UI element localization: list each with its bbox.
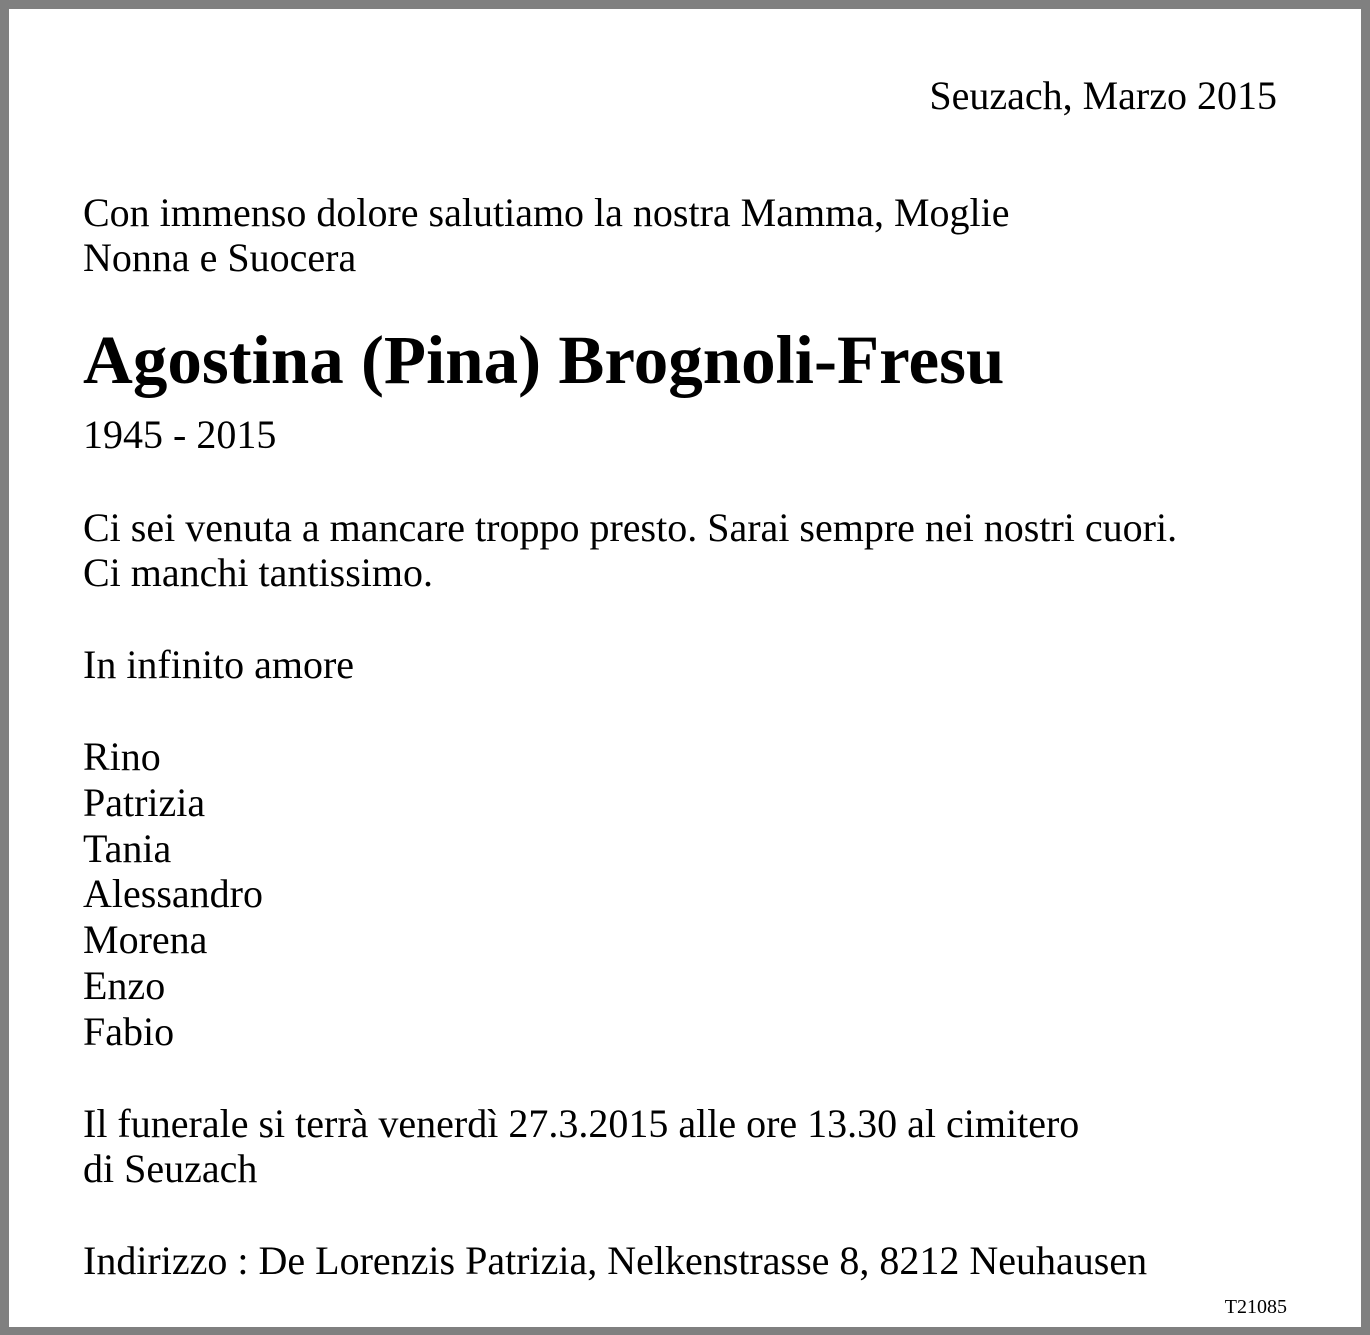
signatory-list — [83, 734, 263, 1055]
signatory-name: Rino — [83, 734, 161, 779]
funeral-line-2: di Seuzach — [83, 1146, 258, 1191]
life-years: 1945 - 2015 — [83, 412, 277, 457]
signatory-name: Alessandro — [83, 871, 263, 917]
message-line-2: Ci manchi tantissimo. — [83, 550, 433, 595]
funeral-line-1: Il funerale si terrà venerdì 27.3.2015 alle ore 13.30 al cimitero — [83, 1101, 1080, 1146]
signatory-name: Morena — [83, 917, 208, 963]
signatory-name: Fabio — [83, 1008, 175, 1054]
funeral-info — [83, 1101, 1079, 1191]
intro-line-2: Nonna e Suocera — [83, 235, 357, 280]
reference-code: T21085 — [1224, 1296, 1287, 1318]
intro-text — [83, 190, 1010, 280]
place-date: Seuzach, Marzo 2015 — [929, 73, 1277, 118]
signatory-name: Tania — [83, 825, 172, 871]
contact-address: Indirizzo : De Lorenzis Patrizia, Nelkenstrasse 8, 8212 Neuhausen — [83, 1238, 1148, 1283]
signatory-name: Patrizia — [83, 779, 206, 825]
deceased-name: Agostina (Pina) Brognoli-Fresu — [83, 322, 1005, 398]
signatory-name: Enzo — [83, 962, 166, 1008]
intro-line-1: Con immenso dolore salutiamo la nostra Mamma, Moglie — [83, 190, 1010, 235]
obituary-page — [9, 9, 1361, 1327]
message-line-1: Ci sei venuta a mancare troppo presto. Sarai sempre nei nostri cuori. — [83, 505, 1178, 550]
closing-phrase: In infinito amore — [83, 642, 355, 687]
memorial-message — [83, 505, 1177, 595]
